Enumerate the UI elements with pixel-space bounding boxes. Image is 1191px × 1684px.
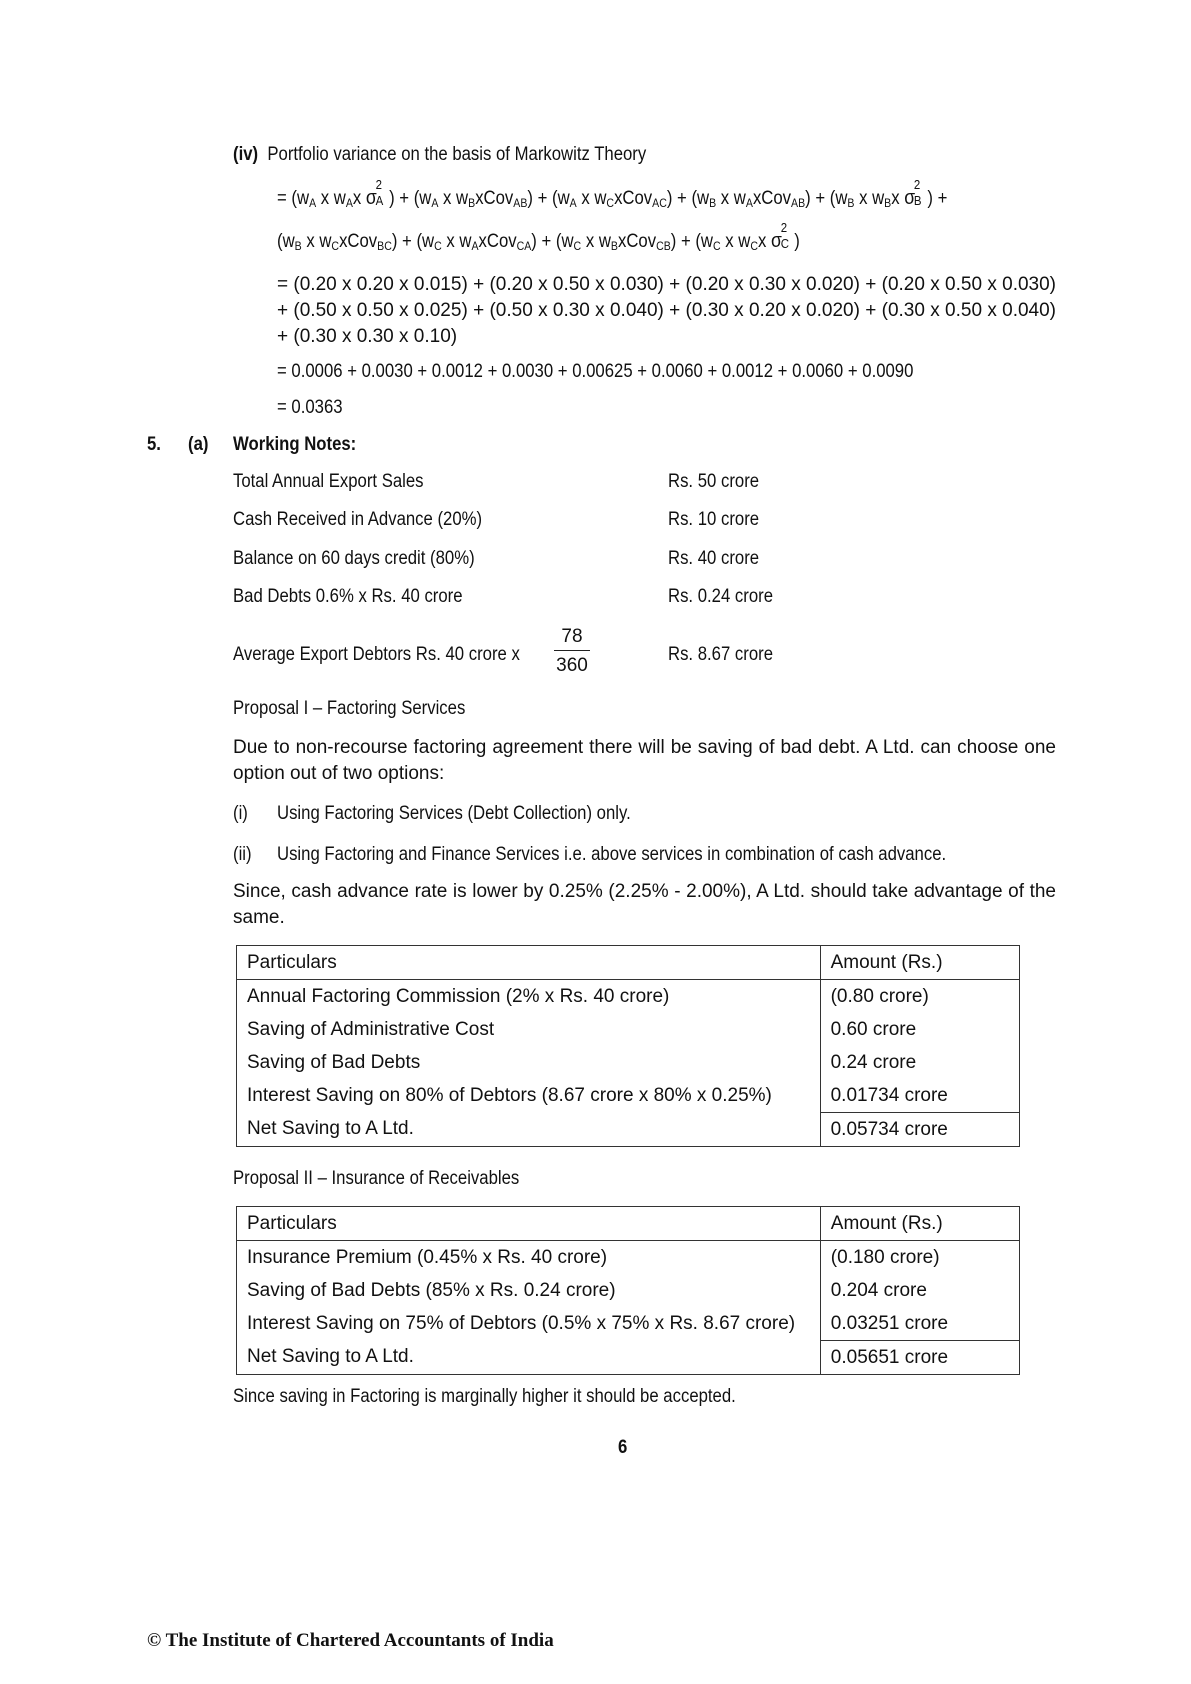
table-header-row bbox=[237, 1207, 1020, 1241]
conclusion-text: Since saving in Factoring is marginally higher it should be accepted. bbox=[233, 1386, 736, 1407]
table-cell: 0.01734 crore bbox=[820, 1079, 1019, 1113]
table-header-cell: Amount (Rs.) bbox=[820, 1207, 1019, 1241]
formula-line-2: ($w_B$ x $w_CxCov_{BC}) + (w_C$ x $w_AxCov_{CA}) + (w_C$ x $w_BxCov_{CB}) + (w_C$ x $w_Cx$ σ 2 C ) bbox=[277, 220, 800, 253]
page-number: 6 bbox=[618, 1437, 628, 1458]
note-label: Balance on 60 days credit (80%) bbox=[233, 548, 475, 569]
factoring-table bbox=[236, 945, 1020, 1147]
working-notes-heading: Working Notes: bbox=[233, 434, 357, 455]
table-cell: (0.80 crore) bbox=[820, 980, 1019, 1014]
section-iv-title: Portfolio variance on the basis of Markowitz Theory bbox=[267, 144, 647, 165]
table-cell: Annual Factoring Commission (2% x Rs. 40 crore) bbox=[237, 980, 821, 1014]
table-cell: Saving of Administrative Cost bbox=[237, 1013, 821, 1046]
proposal-2-title: Proposal II – Insurance of Receivables bbox=[233, 1168, 520, 1189]
table-cell: Interest Saving on 75% of Debtors (0.5% x 75% x Rs. 8.67 crore) bbox=[237, 1307, 821, 1341]
table-total-row bbox=[237, 1113, 1020, 1147]
note-value: Rs. 40 crore bbox=[668, 548, 760, 569]
fraction-denominator: 360 bbox=[556, 655, 588, 676]
table-header-cell: Particulars bbox=[237, 946, 821, 980]
table-cell: Net Saving to A Ltd. bbox=[237, 1113, 821, 1147]
formula-line-1: = ($w_A$ x $w_Ax$ σ 2 A ) + ($w_A$ x $w_BxCov_{AB}) + (w_A$ x $w_CxCov_{AC}) + (w_B$ x $w_AxCov_{AB}) + (w_B$ x $w_Bx$ σ 2 B ) + bbox=[277, 177, 948, 210]
table-row bbox=[237, 1274, 1020, 1307]
option-text: Using Factoring and Finance Services i.e. above services in combination of cash advance. bbox=[277, 844, 947, 865]
table-header-cell: Particulars bbox=[237, 1207, 821, 1241]
table-header-cell: Amount (Rs.) bbox=[820, 946, 1019, 980]
note-value: Rs. 0.24 crore bbox=[668, 586, 774, 607]
note-value: Rs. 50 crore bbox=[668, 471, 760, 492]
table-cell: 0.204 crore bbox=[820, 1274, 1019, 1307]
table-row bbox=[237, 1079, 1020, 1113]
note-label: Total Annual Export Sales bbox=[233, 471, 424, 492]
table-row bbox=[237, 1046, 1020, 1079]
note-value: Rs. 10 crore bbox=[668, 509, 760, 530]
section-iv-heading bbox=[233, 144, 703, 166]
table-cell: Saving of Bad Debts bbox=[237, 1046, 821, 1079]
table-cell: 0.60 crore bbox=[820, 1013, 1019, 1046]
formula-result: = 0.0363 bbox=[277, 397, 343, 418]
table-row bbox=[237, 1307, 1020, 1341]
question-part: (a) bbox=[188, 434, 209, 455]
option-text: Using Factoring Services (Debt Collection) only. bbox=[277, 803, 631, 824]
fraction-numerator: 78 bbox=[554, 626, 590, 651]
proposal-1-title: Proposal I – Factoring Services bbox=[233, 698, 466, 719]
insurance-table bbox=[236, 1206, 1020, 1375]
question-number: 5. bbox=[147, 434, 161, 455]
table-cell: Insurance Premium (0.45% x Rs. 40 crore) bbox=[237, 1241, 821, 1275]
table-cell: Net Saving to A Ltd. bbox=[237, 1341, 821, 1375]
table-cell: (0.180 crore) bbox=[820, 1241, 1019, 1275]
proposal-1-intro: Due to non-recourse factoring agreement there will be saving of bad debt. A Ltd. can choose one option out of two options: bbox=[233, 737, 1056, 784]
table-cell: 0.24 crore bbox=[820, 1046, 1019, 1079]
note-label: Cash Received in Advance (20%) bbox=[233, 509, 483, 530]
proposal-1-rationale: Since, cash advance rate is lower by 0.25% (2.25% - 2.00%), A Ltd. should take advantage of the same. bbox=[233, 881, 1056, 928]
table-total-row bbox=[237, 1341, 1020, 1375]
avg-debtors-value: Rs. 8.67 crore bbox=[668, 644, 774, 665]
table-row bbox=[237, 980, 1020, 1014]
option-number: (i) bbox=[233, 803, 248, 824]
formula-substitution: = (0.20 x 0.20 x 0.015) + (0.20 x 0.50 x 0.030) + (0.20 x 0.30 x 0.020) + (0.20 x 0.50 x 0.030) + (0.50 x 0.50 x 0.025) + (0.50 x 0.30 x 0.040) + (0.30 x 0.20 x 0.020) + (0.30 x 0.50 x 0.040) + (0.30 x 0.30 x 0.10) bbox=[277, 274, 1056, 347]
option-number: (ii) bbox=[233, 844, 252, 865]
table-cell: Saving of Bad Debts (85% x Rs. 0.24 crore) bbox=[237, 1274, 821, 1307]
table-row bbox=[237, 1013, 1020, 1046]
section-iv-label: (iv) bbox=[233, 144, 259, 165]
avg-debtors-label: Average Export Debtors Rs. 40 crore x bbox=[233, 644, 520, 665]
table-header-row bbox=[237, 946, 1020, 980]
avg-debtors-fraction bbox=[554, 626, 590, 677]
footer-copyright: © The Institute of Chartered Accountants of India bbox=[147, 1630, 554, 1651]
note-label: Bad Debts 0.6% x Rs. 40 crore bbox=[233, 586, 463, 607]
table-cell: 0.03251 crore bbox=[820, 1307, 1019, 1341]
formula-products: = 0.0006 + 0.0030 + 0.0012 + 0.0030 + 0.00625 + 0.0060 + 0.0012 + 0.0060 + 0.0090 bbox=[277, 361, 914, 382]
table-row bbox=[237, 1241, 1020, 1275]
table-cell: 0.05734 crore bbox=[820, 1113, 1019, 1147]
table-cell: 0.05651 crore bbox=[820, 1341, 1019, 1375]
table-cell: Interest Saving on 80% of Debtors (8.67 crore x 80% x 0.25%) bbox=[237, 1079, 821, 1113]
